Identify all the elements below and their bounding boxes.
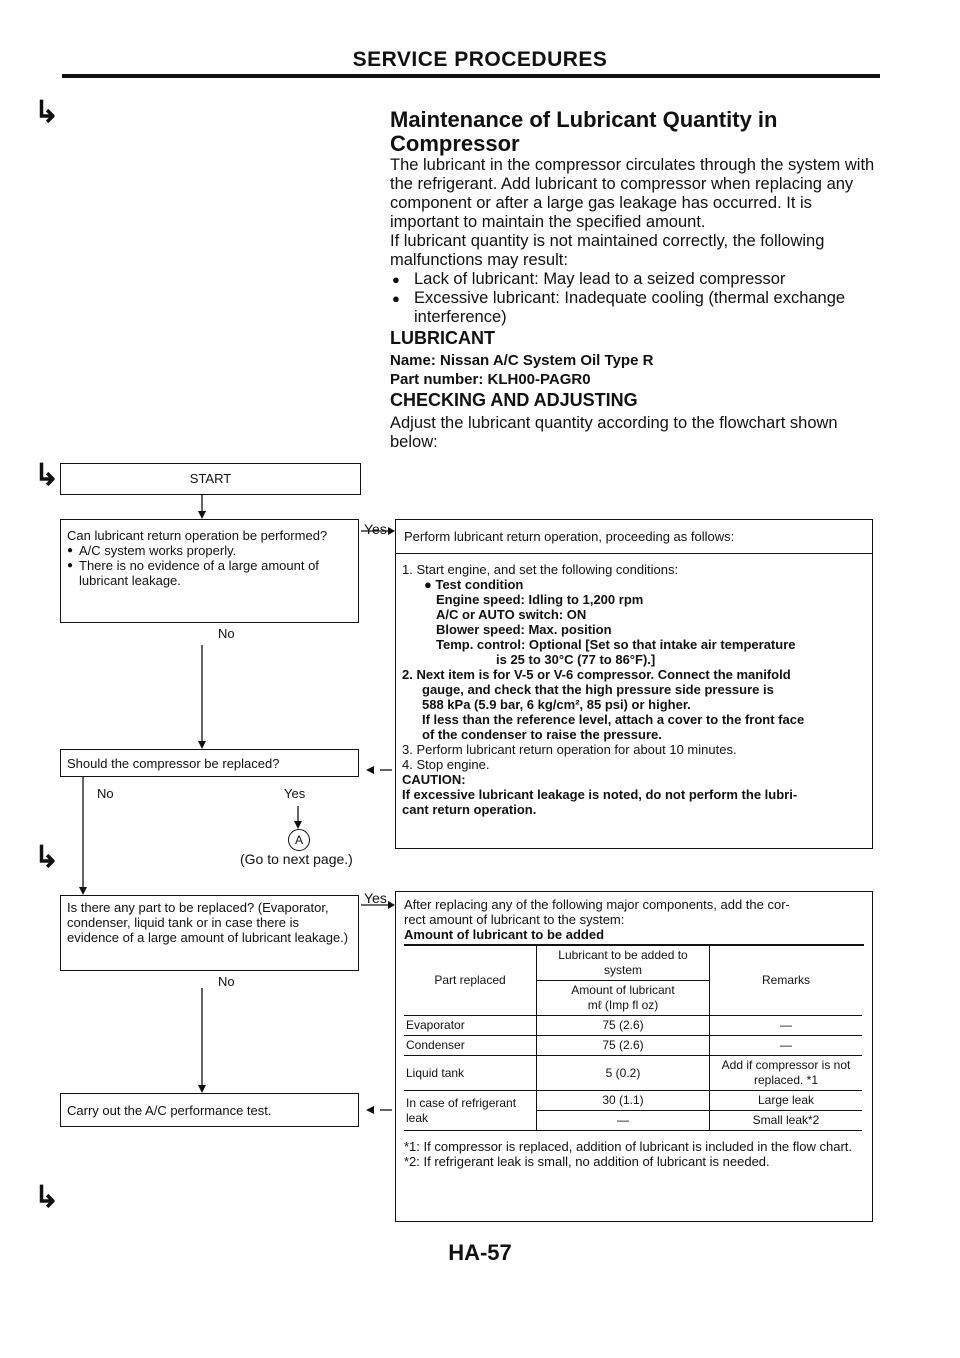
- replace-intro-line: After replacing any of the following major components, add the cor-: [404, 897, 790, 912]
- table-note: *1: If compressor is replaced, addition of lubricant is included in the flow chart.: [404, 1139, 853, 1154]
- test-condition-items: [402, 592, 866, 667]
- cell-remarks: Add if compressor is not replaced. *1: [710, 1056, 863, 1091]
- table-header-row: [404, 946, 862, 981]
- q2-yes-label: Yes: [284, 786, 306, 801]
- header-part: Part replaced: [404, 946, 537, 1016]
- condition-line: Blower speed: Max. position: [436, 622, 612, 637]
- lubricant-amount-table: [404, 946, 862, 1131]
- header-amount-2: [537, 981, 710, 1016]
- checking-heading: CHECKING AND ADJUSTING: [390, 390, 638, 410]
- step-2-line: gauge, and check that the high pressure side pressure is: [422, 682, 774, 697]
- cell-amount: 30 (1.1): [537, 1091, 710, 1111]
- page-number: HA-57: [448, 1240, 512, 1265]
- table-row: [404, 1016, 862, 1036]
- cell-part: Liquid tank: [404, 1056, 537, 1091]
- procedure-step-4: 4. Stop engine.: [402, 757, 490, 772]
- margin-mark-icon: ↳: [34, 96, 60, 129]
- header-amount-3-text: mℓ (Imp fl oz): [587, 998, 659, 1012]
- q1-no-label: No: [218, 626, 235, 641]
- cell-remarks: Small leak*2: [710, 1111, 863, 1131]
- section-title-line1: Maintenance of Lubricant Quantity in: [390, 107, 778, 132]
- table-note: *2: If refrigerant leak is small, no addition of lubricant is needed.: [404, 1154, 770, 1169]
- cell-part: In case of refrigerant leak: [404, 1091, 537, 1131]
- question-box-lubricant-return: [60, 519, 359, 623]
- q1-yes-label: Yes: [364, 521, 387, 537]
- condition-line: is 25 to 30°C (77 to 86°F).]: [496, 652, 656, 667]
- performance-test-box: Carry out the A/C performance test.: [60, 1093, 359, 1127]
- goto-next-page: (Go to next page.): [240, 851, 353, 867]
- section-title-line2: Compressor: [390, 131, 520, 156]
- condition-line: Temp. control: Optional [Set so that intake air temperature: [436, 637, 796, 652]
- replace-intro-line: rect amount of lubricant to the system:: [404, 912, 625, 927]
- table-row: [404, 1091, 862, 1111]
- procedure-steps: [396, 554, 872, 821]
- malfunction-item: ● Lack of lubricant: May lead to a seized compressor: [390, 270, 878, 289]
- page-header-title: SERVICE PROCEDURES: [352, 48, 608, 71]
- table-title: Amount of lubricant to be added: [404, 927, 864, 946]
- lubricant-addition-box: [395, 891, 873, 1222]
- connector-a-icon: A: [288, 829, 310, 851]
- malfunction-item: ● Excessive lubricant: Inadequate cooling (thermal exchange interference): [390, 289, 878, 327]
- header-amount-2-text: Amount of lubricant: [571, 983, 675, 997]
- lubricant-return-procedure-box: [395, 519, 873, 849]
- condition-item: ● There is no evidence of a large amount of lubricant leakage.: [67, 558, 352, 588]
- procedure-step-3: 3. Perform lubricant return operation for about 10 minutes.: [402, 742, 737, 757]
- condition-line: Engine speed: Idling to 1,200 rpm: [436, 592, 644, 607]
- step-2-line: of the condenser to raise the pressure.: [422, 727, 662, 742]
- cell-remarks: —: [710, 1016, 863, 1036]
- margin-mark-icon: ↳: [34, 1181, 60, 1214]
- table-row: [404, 1036, 862, 1056]
- caution-line: If excessive lubricant leakage is noted, do not perform the lubri-: [402, 787, 798, 802]
- step-2-line: 2. Next item is for V-5 or V-6 compressor. Connect the manifold: [402, 667, 791, 682]
- margin-mark-icon: ↳: [34, 841, 60, 874]
- caution-label: CAUTION:: [402, 772, 466, 787]
- question-text: Can lubricant return operation be performed?: [67, 528, 328, 543]
- caution-line: cant return operation.: [402, 802, 537, 817]
- condition-item: ● A/C system works properly.: [67, 543, 352, 558]
- intro-paragraph-1: The lubricant in the compressor circulates through the system with the refrigerant. Add lubricant to compressor when replacing any component or after a large gas leakage has occurred. It is important to maintain the specified amount.: [390, 156, 875, 231]
- cell-part: Evaporator: [404, 1016, 537, 1036]
- question-box-replace-compressor: Should the compressor be replaced?: [60, 749, 359, 777]
- cell-amount: 75 (2.6): [537, 1016, 710, 1036]
- checking-text: Adjust the lubricant quantity according to the flowchart shown below:: [390, 414, 838, 451]
- step-2-line: If less than the reference level, attach a cover to the front face: [422, 712, 805, 727]
- procedure-step-1: 1. Start engine, and set the following conditions:: [402, 562, 679, 577]
- q3-yes-label: Yes: [364, 890, 387, 906]
- lubricant-heading: LUBRICANT: [390, 328, 495, 348]
- table-notes: [404, 1139, 864, 1169]
- cell-remarks: —: [710, 1036, 863, 1056]
- margin-mark-icon: ↳: [34, 459, 60, 492]
- cell-amount: 5 (0.2): [537, 1056, 710, 1091]
- cell-amount: 75 (2.6): [537, 1036, 710, 1056]
- step-2-line: 588 kPa (5.9 bar, 6 kg/cm², 85 psi) or higher.: [422, 697, 691, 712]
- start-box: START: [60, 463, 361, 495]
- cell-part: Condenser: [404, 1036, 537, 1056]
- q2-no-label: No: [97, 786, 114, 801]
- cell-amount: —: [537, 1111, 710, 1131]
- q3-no-label: No: [218, 974, 235, 989]
- intro-paragraph-2: If lubricant quantity is not maintained correctly, the following malfunctions may result:: [390, 232, 825, 269]
- procedure-title: Perform lubricant return operation, proceeding as follows:: [396, 520, 872, 554]
- lubricant-part-number: Part number: KLH00-PAGR0: [390, 371, 591, 388]
- table-row: [404, 1056, 862, 1091]
- lubricant-name: Name: Nissan A/C System Oil Type R: [390, 352, 654, 369]
- cell-remarks: Large leak: [710, 1091, 863, 1111]
- test-condition-label: ● Test condition: [424, 577, 524, 592]
- header-remarks: Remarks: [761, 973, 810, 987]
- question-box-parts-replaced: Is there any part to be replaced? (Evaporator, condenser, liquid tank or in case there is evidence of a large amount of lubricant leakage.): [60, 895, 359, 971]
- question-conditions: [67, 543, 352, 588]
- procedure-step-2: [402, 667, 866, 742]
- condition-line: A/C or AUTO switch: ON: [436, 607, 587, 622]
- test-condition-text: Test condition: [435, 577, 524, 592]
- header-amount-1: Lubricant to be added to system: [537, 946, 710, 981]
